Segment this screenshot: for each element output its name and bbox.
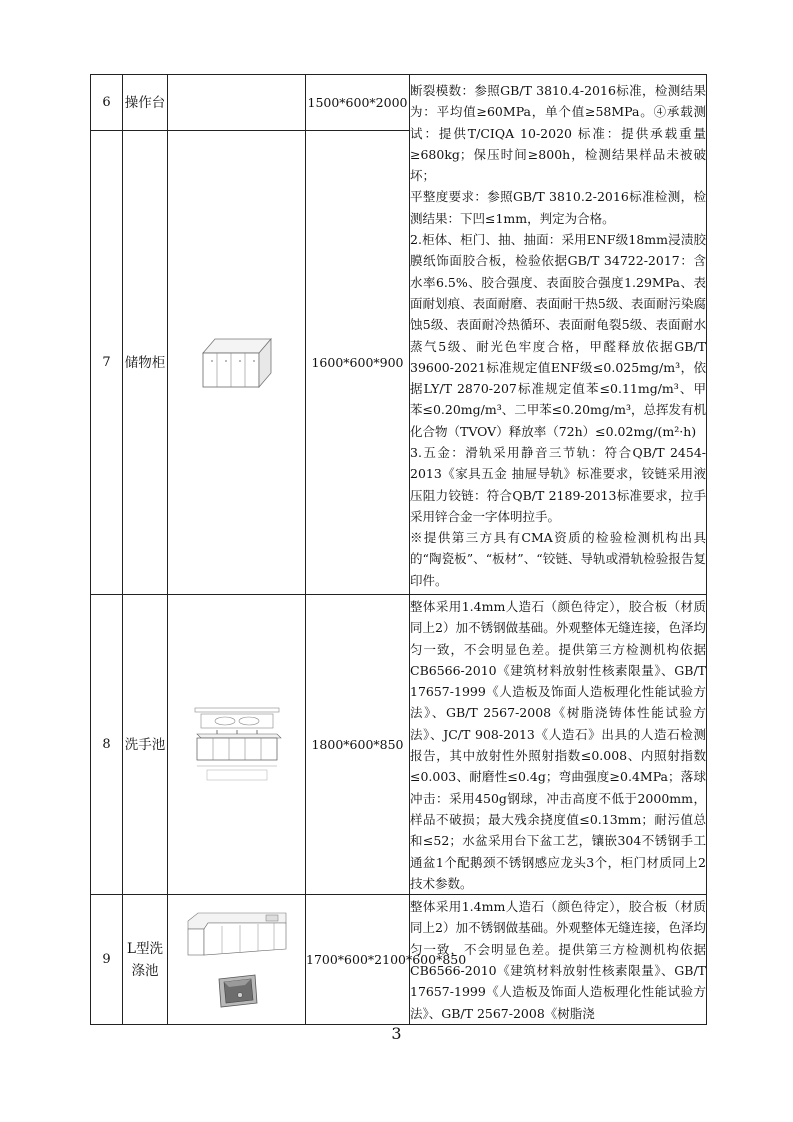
table-row [91, 895, 707, 1025]
l-shaped-sink-icon [182, 909, 292, 967]
spec-paragraph: 整体采用1.4mm人造石（颜色待定），胶合板（材质同上2）加不锈钢做基础。外观整体无缝连接，色泽均匀一致，不会明显色差。提供第三方检测机构依据CB6566-2010《建筑材料放射性核素限量》、GB/T 17657-1999《人造板及饰面人造板理化性能试验方法》、GB/T 2567-2008《树脂浇铸体性能试验方法》、JC/T 908-2013《人造石》出具的人造石检测报告，其中放射性外照射指数≤0.008、内照射指数≤0.003、耐磨性≤0.4g；弯曲强度≥0.4MPa；落球冲击：采用450g钢球，冲击高度不低于2000mm，样品不破损；最大残余挠度值≤0.13mm；耐污值总和≤52；水盆采用台下盆工艺，镶嵌304不锈钢手工通盆1个配鹅颈不锈钢感应龙头3个，柜门材质同上2技术参数。 [410, 599, 706, 891]
spec-paragraph: 3.五金：滑轨采用静音三节轨：符合QB/T 2454-2013《家具五金 抽屉导轨》标准要求，铰链采用液压阻力铰链：符合QB/T 2189-2013标准要求，拉手采用锌合金一字体明拉手。 [410, 444, 706, 524]
row-number: 7 [91, 131, 123, 595]
spec-paragraph: 2.柜体、柜门、抽、抽面：采用ENF级18mm浸渍胶膜纸饰面胶合板，检验依据GB/T 34722-2017：含水率6.5%、胶合强度、表面胶合强度1.29MPa、表面耐划痕、表面耐磨、表面耐干热5级、表面耐污染腐蚀5级、表面耐冷热循环、表面耐龟裂5级、表面耐水蒸气5级、耐光色牢度合格，甲醛释放依据GB/T 39600-2021标准规定值ENF级≤0.025mg/m³，依据LY/T 2870-207标准规定值苯≤0.11mg/m³、甲苯≤0.20mg/m³、二甲苯≤0.20mg/m³，总挥发有机化合物（TVOV）释放率（72h）≤0.02mg/(m²·h) [410, 232, 706, 439]
item-size: 1500*600*2000 [306, 75, 410, 131]
table-row [91, 595, 707, 895]
table-row [91, 75, 707, 131]
spec-table [90, 74, 707, 1025]
item-size: 1700*600*2100*600*850 [306, 895, 410, 1025]
item-spec-desc [410, 895, 707, 1025]
page-number: 3 [391, 1024, 402, 1043]
spec-paragraph: ※提供第三方具有CMA资质的检验检测机构出具的“陶瓷板”、“板材”、“铰链、导轨或滑轨检验报告复印件。 [410, 530, 706, 588]
row-number: 6 [91, 75, 123, 131]
item-image-cell [168, 131, 306, 595]
wash-basin-drawing-icon [187, 706, 287, 784]
row-number: 8 [91, 595, 123, 895]
item-size: 1800*600*850 [306, 595, 410, 895]
spec-paragraph: 断裂模数：参照GB/T 3810.4-2016标准，检测结果为：平均值≥60MPa，单个值≥58MPa。④承载测试：提供T/CIQA 10-2020 标准：提供承载重量≥680kg；保压时间≥800h，检测结果样品未被破坏； [410, 82, 706, 184]
item-name: L型洗涤池 [123, 895, 168, 1025]
row-number: 9 [91, 895, 123, 1025]
item-name: 洗手池 [123, 595, 168, 895]
spec-paragraph: 平整度要求：参照GB/T 3810.2-2016标准检测，检测结果：下凹≤1mm，判定为合格。 [410, 189, 706, 226]
storage-cabinet-icon [199, 335, 275, 391]
item-image-cell [168, 895, 306, 1025]
steel-sink-basin-icon [215, 971, 259, 1011]
item-image-cell [168, 75, 306, 131]
item-name: 储物柜 [123, 131, 168, 595]
item-image-cell [168, 595, 306, 895]
item-spec-desc [410, 595, 707, 895]
spec-paragraph: 整体采用1.4mm人造石（颜色待定），胶合板（材质同上2）加不锈钢做基础。外观整体无缝连接，色泽均匀一致，不会明显色差。提供第三方检测机构依据CB6566-2010《建筑材料放射性核素限量》、GB/T 17657-1999《人造板及饰面人造板理化性能试验方法》、GB/T 2567-2008《树脂浇 [410, 899, 706, 1021]
item-spec-desc [410, 75, 707, 595]
item-name: 操作台 [123, 75, 168, 131]
item-size: 1600*600*900 [306, 131, 410, 595]
